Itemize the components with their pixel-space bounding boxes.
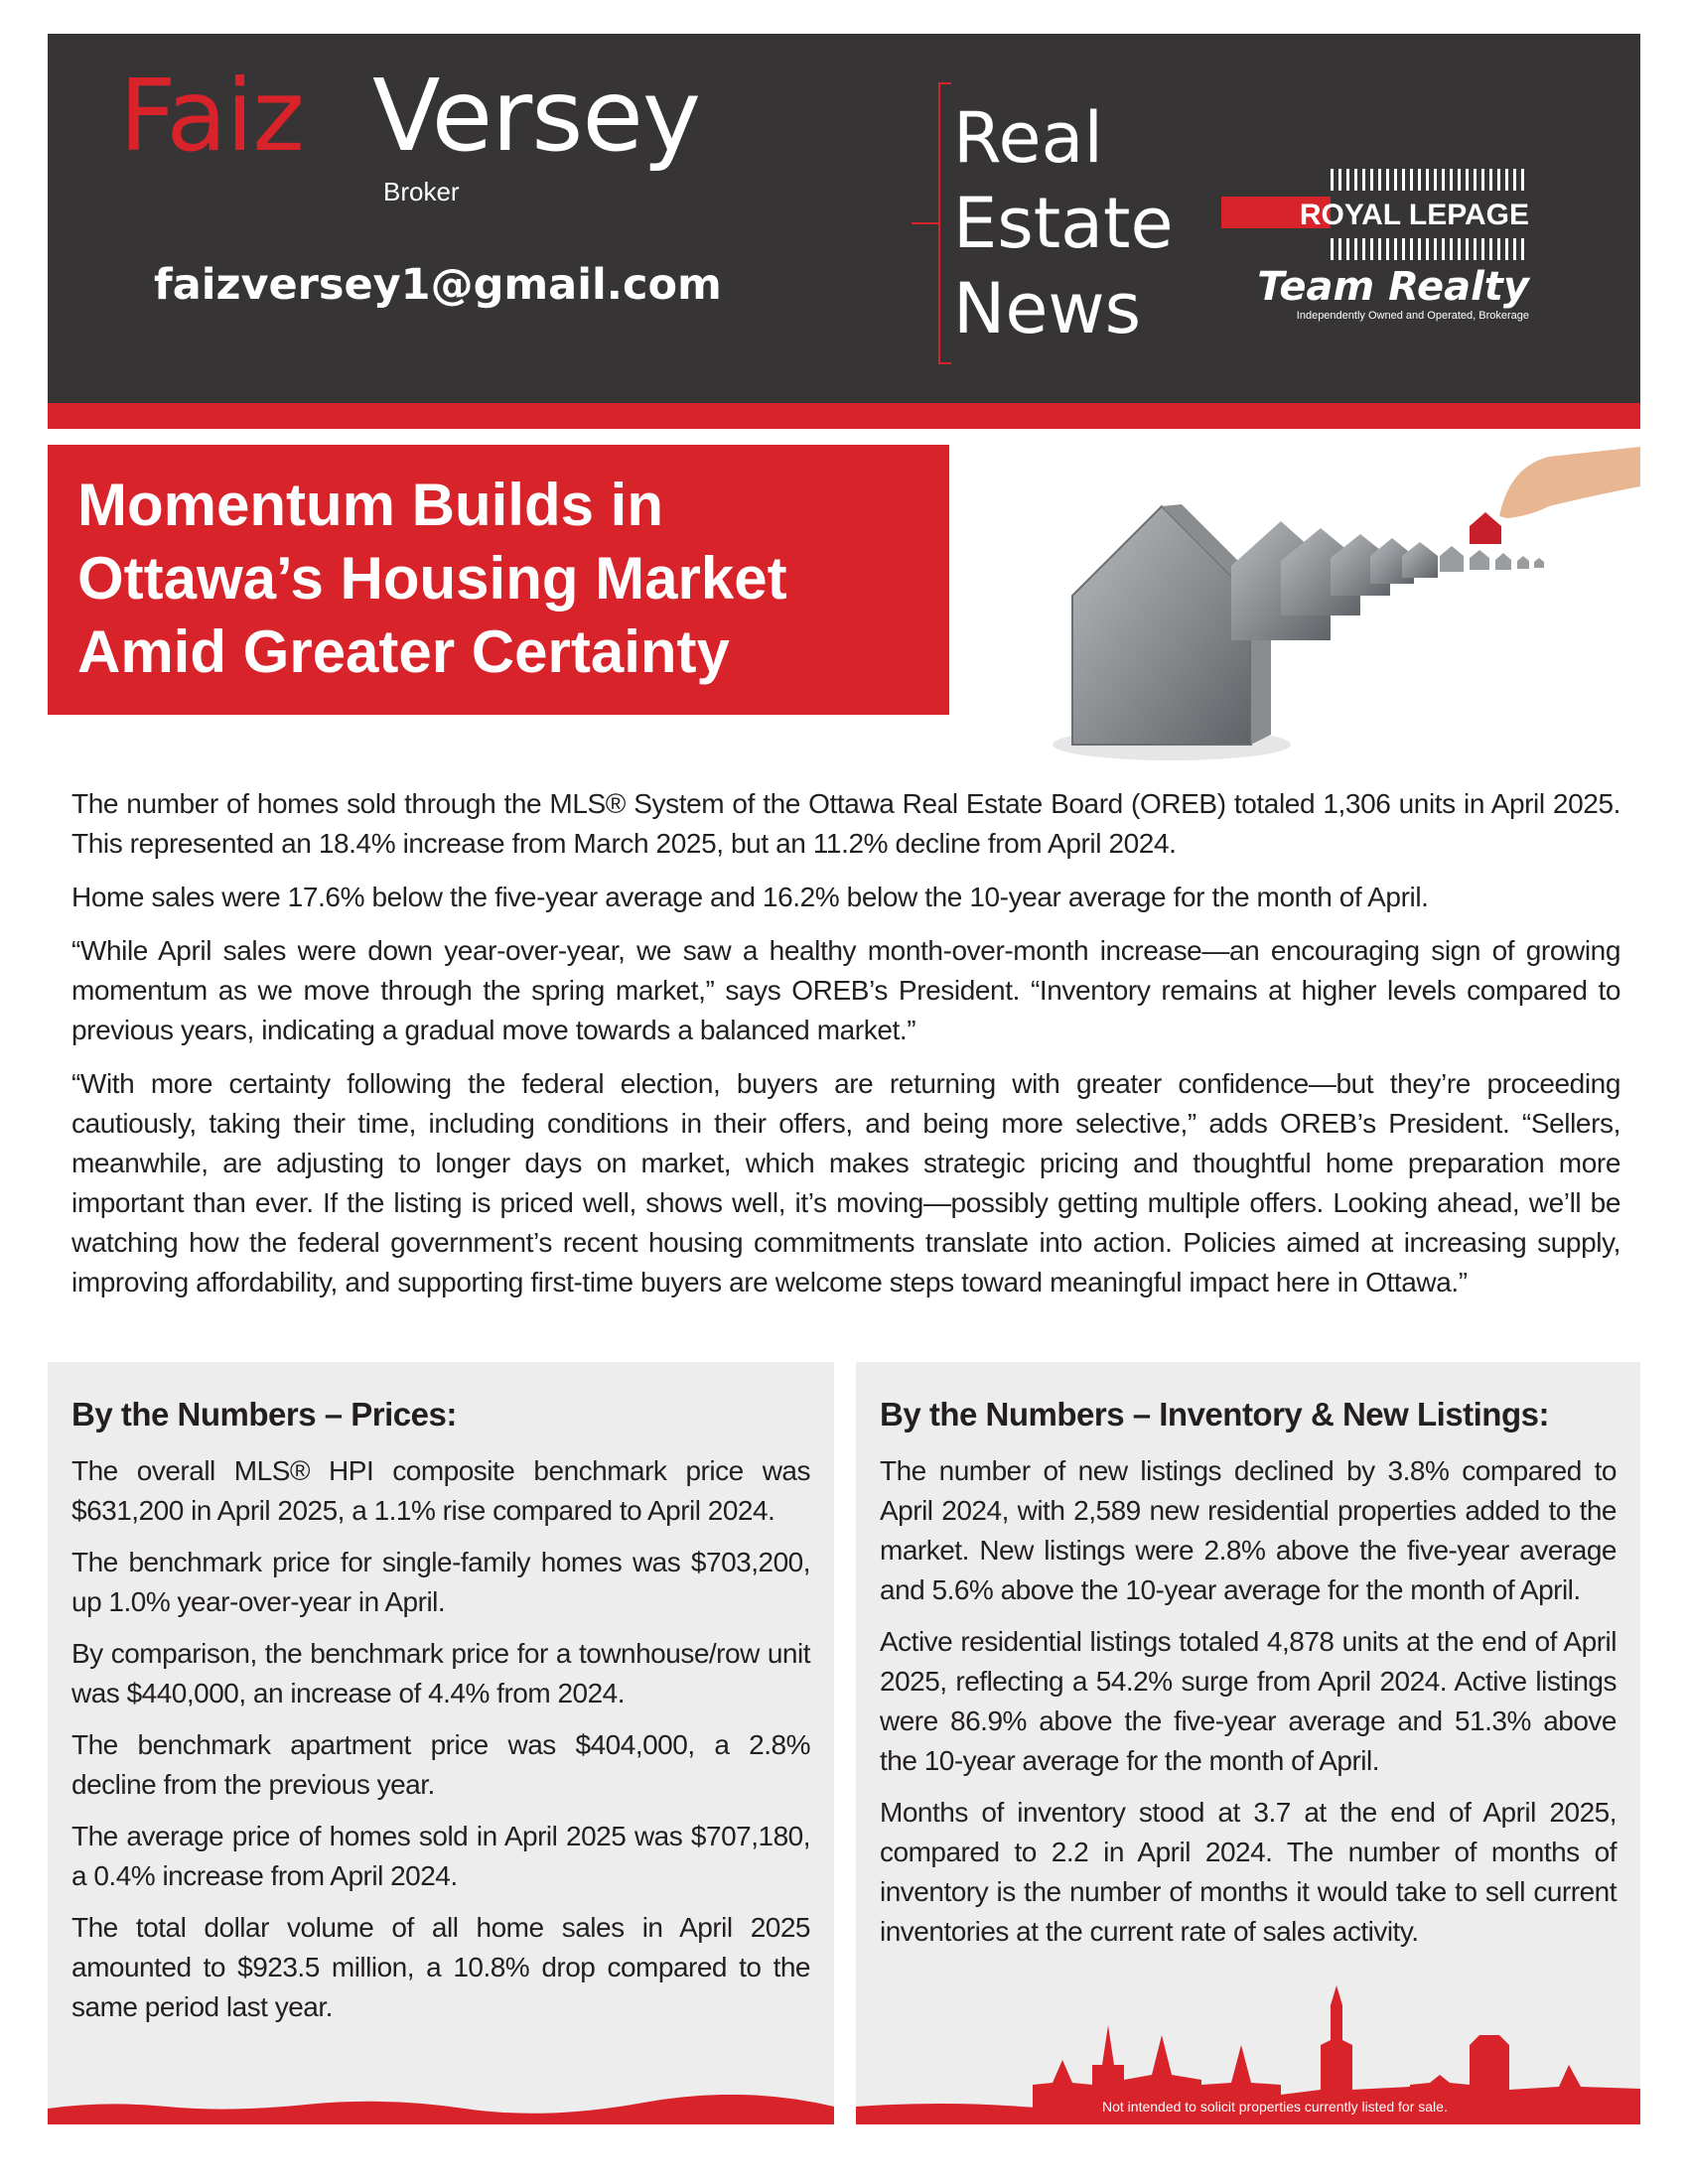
headline-line-3: Amid Greater Certainty <box>77 618 730 685</box>
houses-row-illustration <box>1033 447 1640 774</box>
prices-paragraph-1: The overall MLS® HPI composite benchmark price was $631,200 in April 2025, a 1.1% rise compared to April 2024. <box>71 1455 810 1526</box>
logo-royal-lepage: ROYAL LEPAGE <box>1299 199 1529 231</box>
body-paragraph-3: “While April sales were down year-over-year, we saw a healthy month-over-month increase—an encouraging sign of growing momentum as we move through the spring market,” says OREB’s President. “Inventory remains at higher levels compared to previous years, indicating a gradual move towards a balanced market.” <box>71 935 1620 1045</box>
prices-panel <box>48 1362 834 2124</box>
prices-paragraph-6: The total dollar volume of all home sales in April 2025 amounted to $923.5 million, a 10.8% drop compared to the same period last year. <box>71 1912 810 2022</box>
headline-line-1: Momentum Builds in <box>77 472 663 538</box>
prices-paragraph-2: The benchmark price for single-family homes was $703,200, up 1.0% year-over-year in April. <box>71 1547 810 1617</box>
body-paragraph-1: The number of homes sold through the MLS® System of the Ottawa Real Estate Board (OREB) totaled 1,306 units in April 2025. This represented an 18.4% increase from March 2025, but an 11.2% decline from April 2024. <box>71 788 1620 859</box>
agent-email[interactable]: faizversey1@gmail.com <box>154 260 722 310</box>
body-paragraph-4: “With more certainty following the federal election, buyers are returning with greater confidence—but they’re proceeding cautiously, taking their time, including conditions in their offers, and being more selective,” adds OREB’s President. “Sellers, meanwhile, are adjusting to longer days on market, which makes strategic pricing and thoughtful home preparation more important than ever. If the listing is priced well, shows well, it’s moving—possibly getting multiple offers. Looking ahead, we’ll be watching how the federal government’s recent housing commitments translate into action. Policies aimed at increasing supply, improving affordability, and supporting first-time buyers are welcome steps toward meaningful impact here in Ottawa.” <box>71 1068 1620 1297</box>
logo-barcode-top <box>1331 169 1529 191</box>
prices-paragraph-3: By comparison, the benchmark price for a townhouse/row unit was $440,000, an increase of 4.4% from 2024. <box>71 1638 810 1708</box>
logo-team-realty: Team Realty <box>1257 264 1529 310</box>
inventory-paragraph-1: The number of new listings declined by 3.8% compared to April 2024, with 2,589 new residential properties added to the market. New listings were 2.8% above the five-year average and 5.6% above the 10-year average for the month of April. <box>880 1455 1617 1605</box>
inventory-heading: By the Numbers – Inventory & New Listings: <box>880 1396 1549 1433</box>
prices-heading: By the Numbers – Prices: <box>71 1396 457 1433</box>
agent-title: Broker <box>383 177 460 206</box>
body-paragraph-2: Home sales were 17.6% below the five-year average and 16.2% below the 10-year average for the month of April. <box>71 882 1429 912</box>
article-body <box>71 784 1620 1316</box>
header-accent-bar <box>48 403 1640 429</box>
newsletter-word-real: Real <box>953 97 1103 179</box>
prices-paragraph-4: The benchmark apartment price was $404,000, a 2.8% decline from the previous year. <box>71 1729 810 1800</box>
brokerage-logo <box>1211 159 1539 328</box>
logo-barcode-bottom <box>1331 238 1529 260</box>
inventory-paragraph-3: Months of inventory stood at 3.7 at the end of April 2025, compared to 2.2 in April 2024. The number of months of inventory is the number of months it would take to sell current inventories at the current rate of sales activity. <box>880 1797 1617 1947</box>
agent-last-name: Versey <box>372 58 701 174</box>
footer-disclaimer: Not intended to solicit properties currently listed for sale. <box>1102 2099 1448 2115</box>
inventory-paragraph-2: Active residential listings totaled 4,878 units at the end of April 2025, reflecting a 54.2% surge from April 2024. Active listings were 86.9% above the five-year average and 51.3% above the 10-year average for the month of April. <box>880 1626 1617 1776</box>
newsletter-word-estate: Estate <box>953 183 1174 264</box>
prices-paragraph-5: The average price of homes sold in April 2025 was $707,180, a 0.4% increase from April 2024. <box>71 1821 810 1891</box>
newsletter-word-news: News <box>953 268 1142 349</box>
headline-line-2: Ottawa’s Housing Market <box>77 545 787 612</box>
agent-first-name: Faiz <box>119 58 304 174</box>
logo-tagline: Independently Owned and Operated, Brokerage <box>1296 310 1529 322</box>
headline-box <box>48 445 949 715</box>
